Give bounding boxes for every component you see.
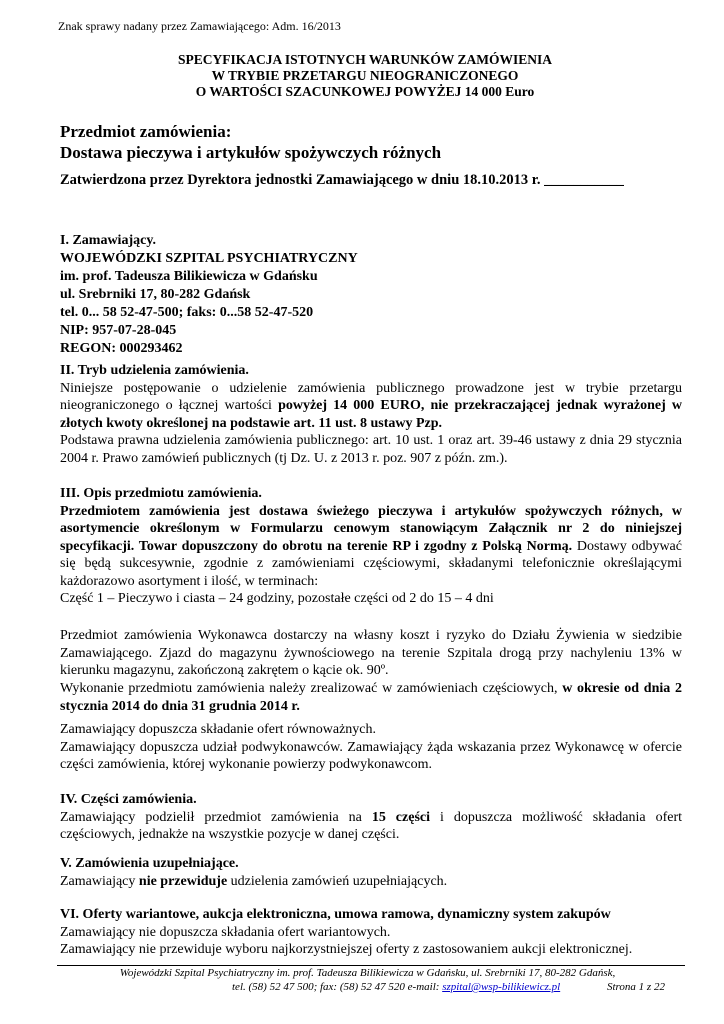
page-number: Strona 1 z 22 [607,981,665,993]
section-heading: IV. Części zamówienia. [60,792,197,807]
section-heading: VI. Oferty wariantowe, aukcja elektroniczna, umowa ramowa, dynamiczny system zakupów [60,907,611,922]
section-parts [60,791,682,844]
execution-text: Wykonanie przedmiotu zamówienia należy zrealizować w zamówieniach częściowych, [60,681,563,696]
subject-label: Przedmiot zamówienia: [60,122,232,141]
subcontracting-block [60,721,682,774]
supplementary-text-end: udzielenia zamówień uzupełniających. [227,873,448,889]
authority-address: ul. Srebrniki 17, 80-282 Gdańsk [60,287,251,302]
approval-line: Zatwierdzona przez Dyrektora jednostki Zamawiającego w dniu 18.10.2013 r. ___________ [60,172,624,188]
footer-contact [232,981,560,993]
delivery-paragraph: Przedmiot zamówienia Wykonawca dostarczy na własny koszt i ryzyko do Działu Żywienia w siedzibie Zamawiającego. Zjazd do magazynu żywnościowego na terenie Szpitala drogą przy nachyleniu 13% w kierunku magazynu, zakończoną zakrętem o kącie ok. 90º. [60,628,682,678]
supplementary-paragraph [60,873,682,891]
case-number: Znak sprawy nadany przez Zamawiającego: Adm. 16/2013 [58,19,341,33]
parts-text-end: i dopuszcza możliwość składania ofert częściowych, jednakże na wszystkie pozycje w danej części. [60,809,682,842]
parts-count: 15 części [371,809,431,825]
section-heading: III. Opis przedmiotu zamówienia. [60,486,262,501]
parts-paragraph [60,809,682,844]
doc-title-line3: O WARTOŚCI SZACUNKOWEJ POWYŻEJ 14 000 Euro [195,84,535,99]
section-heading: II. Tryb udzielenia zamówienia. [60,363,249,378]
authority-patron: im. prof. Tadeusza Bilikiewicza w Gdańsku [60,269,318,284]
footer-address: Wojewódzki Szpital Psychiatryczny im. prof. Tadeusza Bilikiewicza w Gdańsku, ul. Srebrniki 17, 80-282 Gdańsk, [119,967,616,979]
supplementary-bold: nie przewiduje [138,873,228,889]
section-heading: V. Zamówienia uzupełniające. [60,856,239,871]
doc-title-line2: W TRYBIE PRZETARGU NIEOGRANICZONEGO [211,68,519,83]
execution-paragraph [60,680,682,715]
authority-nip: NIP: 957-07-28-045 [60,323,177,338]
section-contracting-authority [60,232,682,358]
description-paragraph [60,503,682,591]
parts-text: Zamawiający podzielił przedmiot zamówienia na [60,809,372,825]
delivery-terms: Część 1 – Pieczywo i ciasta – 24 godziny, pozostałe części od 2 do 15 – 4 dni [60,591,494,606]
section-description [60,485,682,608]
section-supplementary [60,855,682,890]
subject-title: Dostawa pieczywa i artykułów spożywczych różnych [60,143,442,162]
variant-offers-text: Zamawiający nie dopuszcza składania ofert wariantowych. [60,924,391,940]
section-heading: I. Zamawiający. [60,233,157,248]
doc-title-line1: SPECYFIKACJA ISTOTNYCH WARUNKÓW ZAMÓWIENIA [178,52,552,67]
legal-basis-paragraph: Podstawa prawna udzielenia zamówienia publicznego: art. 10 ust. 1 oraz art. 39-46 ustawy z dnia 29 stycznia 2004 r. Prawo zamówień publicznych (tj Dz. U. z 2013 r. poz. 907 z późn. zm.). [60,433,682,466]
subcontractors-text: Zamawiający dopuszcza udział podwykonawców. Zamawiający żąda wskazania przez Wykonawcę w ofercie części zamówienia, której wykonanie powierzy podwykonawcom. [60,739,682,772]
execution-period: w okresie od dnia 2 stycznia 2014 do dnia 31 grudnia 2014 r. [60,681,682,714]
authority-regon: REGON: 000293462 [60,341,183,356]
procedure-paragraph [60,380,682,433]
procedure-text: Niniejsze postępowanie o udzielenie zamówienia publicznego prowadzone jest w trybie przetargu nieograniczonego o łącznej wartości [60,380,682,413]
auction-text: Zamawiający nie przewiduje wyboru najkorzystniejszej oferty z zastosowaniem aukcji elektronicznej. [60,942,633,957]
authority-phone: tel. 0... 58 52-47-500; faks: 0...58 52-47-520 [60,305,314,320]
procedure-value-text: powyżej 14 000 EURO, nie przekraczającej jednak wyrażonej w złotych kwoty określonej na podstawie art. 11 ust. 8 ustawy Pzp. [60,398,682,431]
footer-phone-fax: tel. (58) 52 47 500; fax: (58) 52 47 520 e-mail: [232,981,443,993]
section-variant-offers [60,906,682,959]
footer-email-link[interactable]: szpital@wsp-bilikiewicz.pl [442,981,561,993]
supplementary-text: Zamawiający [60,873,139,889]
authority-name: WOJEWÓDZKI SZPITAL PSYCHIATRYCZNY [60,251,358,266]
description-bold-text: Przedmiotem zamówienia jest dostawa świeżego pieczywa i artykułów spożywczych różnych, w asortymencie określonym w Formularzu cenowym stanowiącym Załącznik nr 2 do niniejszej specyfikacji. Towar dopuszczony do obrotu na terenie RP i zgodny z Polską Normą. [60,503,682,554]
description-text: Dostawy odbywać się będą sukcesywnie, zgodnie z zamówieniami częściowymi, składanymi telefonicznie określającymi każdorazowo asortyment i ilość, w terminach: [60,538,682,589]
equivalent-offers-text: Zamawiający dopuszcza składanie ofert równoważnych. [60,722,377,737]
footer-divider [57,965,685,966]
section-procedure [60,362,682,467]
